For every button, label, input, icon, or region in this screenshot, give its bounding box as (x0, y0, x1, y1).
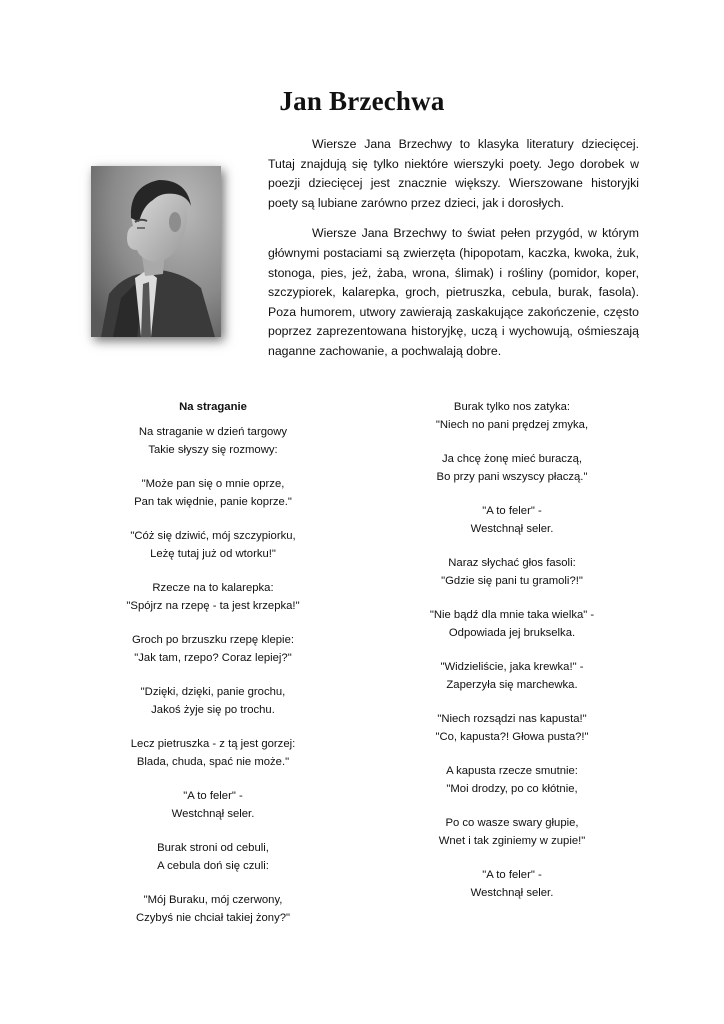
intro-paragraph: Wiersze Jana Brzechwy to świat pełen przygód, w którym głównymi postaciami są zwierzęta (hipopotam, kaczka, kwoka, żuk, stonoga, pies, jeż, żaba, wrona, ślimak) i rośliny (pomidor, koper, szczypiorek, kalarepka, groch, pietruszka, cebula, burak, fasola). Poza humorem, utwory zawierają zaskakujące zakończenie, często poprzez zaprezentowana historyjkę, uczą i wychowują, ośmieszają naganne zachowanie, a pochwalają dobre. (268, 226, 639, 358)
poem-stanza (88, 735, 338, 771)
poem-column-left (88, 398, 338, 943)
poem-line: "Cóż się dziwić, mój szczypiorku, (130, 530, 296, 542)
poem-line: Wnet i tak zginiemy w zupie!" (438, 835, 586, 847)
poem-line: Westchnął seler. (470, 523, 554, 535)
poem-line: Rzecze na to kalarepka: (152, 582, 274, 594)
poem-stanza (387, 450, 637, 486)
poem-line: A cebula doń się czuli: (157, 860, 269, 872)
poem-title: Na straganie (179, 401, 247, 413)
poem-line: "Niech no pani prędzej zmyka, (435, 419, 589, 431)
poem-line: Bo przy pani wszyscy płaczą." (436, 471, 588, 483)
poem-line: Czybyś nie chciał takiej żony?" (135, 912, 291, 924)
poem-line: "Jak tam, rzepo? Coraz lepiej?" (134, 652, 292, 664)
poem-line: Zaperzyła się marchewka. (446, 679, 578, 691)
poem-line: Na straganie w dzień targowy (138, 426, 288, 438)
poem-line: Lecz pietruszka - z tą jest gorzej: (130, 738, 296, 750)
poem-stanza (88, 839, 338, 875)
poem-line: "A to feler" - (183, 790, 243, 802)
poem-line: "Nie bądź dla mnie taka wielka" - (429, 609, 595, 621)
poem-stanza (88, 423, 338, 459)
poem-line: Po co wasze swary głupie, (445, 817, 579, 829)
poem-stanza (88, 475, 338, 511)
poem-line: Leżę tutaj już od wtorku!" (150, 548, 276, 560)
poem-line: Naraz słychać głos fasoli: (448, 557, 576, 569)
poem-line: "Widzieliście, jaka krewka!" - (440, 661, 584, 673)
poem-stanza (387, 554, 637, 590)
poem-line: Burak tylko nos zatyka: (453, 401, 571, 413)
poem-line: Takie słyszy się rozmowy: (148, 444, 278, 456)
poem-line: "Moi drodzy, po co kłótnie, (446, 783, 578, 795)
poem-line: A kapusta rzecze smutnie: (446, 765, 578, 777)
poem-line: "Spójrz na rzepę - ta jest krzepka!" (126, 600, 300, 612)
poem-line: "Niech rozsądzi nas kapusta!" (437, 713, 587, 725)
poem-stanza (387, 606, 637, 642)
poem-stanza (387, 866, 637, 902)
poem-line: "A to feler" - (482, 869, 542, 881)
poem-line: Blada, chuda, spać nie może." (136, 756, 290, 768)
poem-line: Ja chcę żonę mieć buraczą, (441, 453, 583, 465)
poem-line: "Może pan się o mnie oprze, (141, 478, 285, 490)
poem-column-right (387, 398, 637, 918)
intro-text (268, 135, 639, 373)
poem-stanza (88, 579, 338, 615)
page-title: Jan Brzechwa (279, 86, 445, 116)
poem-line: Burak stroni od cebuli, (157, 842, 269, 854)
poem-line: Westchnął seler. (171, 808, 255, 820)
poem-stanza (387, 398, 637, 434)
poem-line: Jakoś żyje się po trochu. (151, 704, 275, 716)
intro-paragraph: Wiersze Jana Brzechwy to klasyka literatury dziecięcej. Tutaj znajdują się tylko niektóre wierszyki poety. Jego dorobek w poezji dziecięcej jest znacznie większy. Wierszowane historyjki poety są lubiane zarówno przez dzieci, jak i dorosłych. (268, 137, 639, 210)
poem-line: "Mój Buraku, mój czerwony, (143, 894, 283, 906)
poem-line: Westchnął seler. (470, 887, 554, 899)
poem-stanza (88, 787, 338, 823)
poem-stanza (88, 683, 338, 719)
poem-line: "Gdzie się pani tu gramoli?!" (441, 575, 583, 587)
poem-line: Pan tak więdnie, panie koprze." (134, 496, 292, 508)
poem-line: "Co, kapusta?! Głowa pusta?!" (435, 731, 589, 743)
poem-line: Odpowiada jej brukselka. (448, 627, 576, 639)
author-portrait (91, 166, 221, 337)
poem-stanza (387, 502, 637, 538)
poem-line: Groch po brzuszku rzepę klepie: (131, 634, 294, 646)
poem-stanza (387, 658, 637, 694)
poem-line: "Dzięki, dzięki, panie grochu, (140, 686, 286, 698)
poem-stanza (387, 710, 637, 746)
poem-stanza (387, 814, 637, 850)
portrait-photo-icon (91, 166, 221, 337)
poem-stanza (88, 527, 338, 563)
poem-stanza (88, 891, 338, 927)
poem-line: "A to feler" - (482, 505, 542, 517)
poem-stanza (387, 762, 637, 798)
poem-stanza (88, 631, 338, 667)
